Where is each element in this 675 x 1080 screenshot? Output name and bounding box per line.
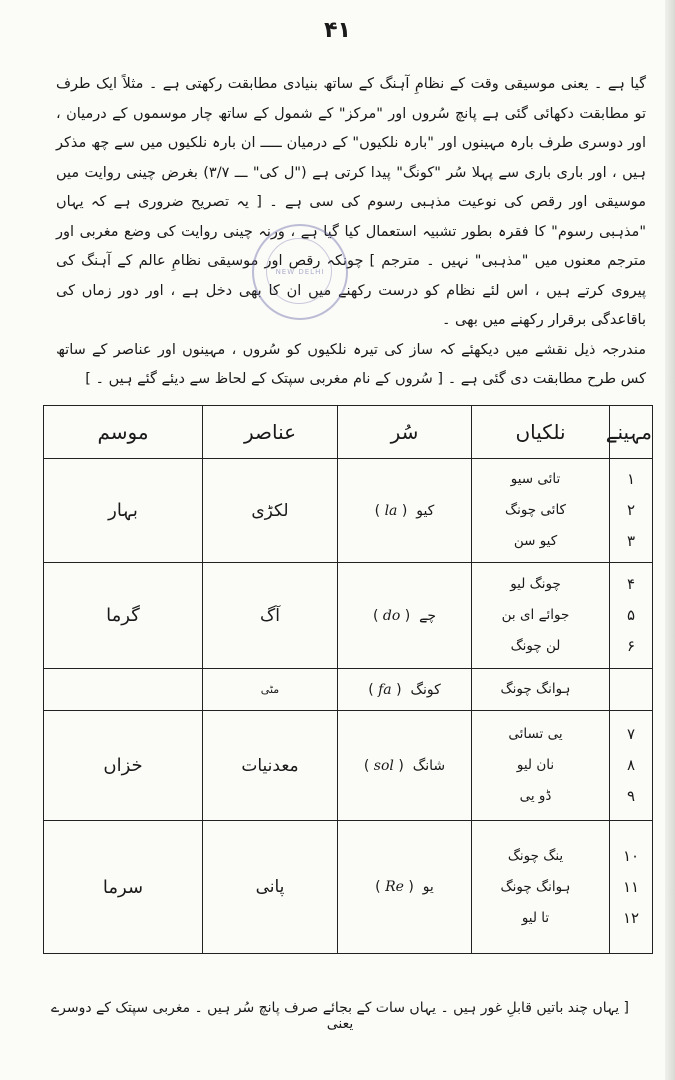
- cell-names: [472, 459, 610, 563]
- month-number: ۵: [626, 606, 636, 624]
- sur-name: کیو: [416, 502, 435, 519]
- table-row: [44, 563, 653, 669]
- month-number: ۱۲: [622, 908, 640, 927]
- cell-element: معدنیات: [203, 711, 338, 821]
- cell-names: [472, 669, 610, 711]
- sur-western-note: la: [384, 502, 398, 519]
- cell-sur: یو ( Re ): [338, 821, 472, 954]
- sur-western-note: do: [382, 607, 401, 624]
- cell-element: پانی: [203, 821, 338, 954]
- month-number: ۳: [626, 532, 636, 550]
- pipe-name: تا لیو: [521, 909, 550, 926]
- pipe-name: ہوانگ چونگ: [500, 878, 571, 895]
- month-number: ۷: [626, 725, 636, 743]
- sur-name: شانگ: [412, 757, 446, 774]
- cell-months: [610, 563, 653, 669]
- month-number: ۴: [626, 575, 636, 593]
- cell-sur: شانگ ( sol ): [338, 711, 472, 821]
- pipe-name: کیو سن: [513, 533, 558, 549]
- cell-season: [44, 669, 203, 711]
- header-names: نلکیاں: [472, 406, 610, 459]
- table-row: [44, 821, 653, 954]
- cell-months: [610, 821, 653, 954]
- header-elements: عناصر: [203, 406, 338, 459]
- sur-name: چے: [419, 607, 436, 624]
- month-number: ۹: [626, 787, 636, 805]
- page-number: ۴۱: [324, 18, 351, 43]
- cell-season: سرما: [44, 821, 203, 954]
- pipe-name: کائی چونگ: [504, 502, 566, 518]
- cell-names: [472, 563, 610, 669]
- cell-season: خزاں: [44, 711, 203, 821]
- cell-element: لکڑی: [203, 459, 338, 563]
- cell-months: [610, 459, 653, 563]
- cell-names: [472, 711, 610, 821]
- sur-western-note: fa: [378, 681, 392, 698]
- cell-season: بہار: [44, 459, 203, 563]
- pipe-name: ہوانگ چونگ: [500, 681, 571, 697]
- month-number: ۸: [626, 756, 636, 774]
- page-edge-shadow: [665, 0, 675, 1080]
- pipe-name: ینگ چونگ: [507, 847, 564, 864]
- table-header-row: [44, 406, 653, 459]
- sur-western-note: Re: [385, 879, 404, 895]
- cell-months: [610, 669, 653, 711]
- pipe-name: تائی سیو: [510, 471, 561, 487]
- sur-name: یو: [422, 879, 434, 895]
- cell-sur: کیو ( la ): [338, 459, 472, 563]
- pipe-name: یی تسائی: [508, 726, 563, 742]
- sur-name: کونگ: [410, 681, 441, 698]
- header-months: مہینے: [610, 406, 653, 459]
- cell-element: آگ: [203, 563, 338, 669]
- body-text: [56, 70, 646, 395]
- month-number: ۲: [626, 501, 636, 519]
- header-sur: سُر: [338, 406, 472, 459]
- header-season: موسم: [44, 406, 203, 459]
- pipe-name: نان لیو: [516, 757, 555, 773]
- pipe-name: ڈو یی: [519, 788, 552, 804]
- library-stamp-text: NEW DELHI: [275, 268, 325, 276]
- cell-sur: چے ( do ): [338, 563, 472, 669]
- paragraph-1: گیا ہے ۔ یعنی موسیقی وقت کے نظامِ آہنگ کے ساتھ بنیادی مطابقت رکھتی ہے ۔ مثلاً ایک طرف تو مطابقت دکھائی گئی ہے پانچ سُروں اور "مرکز" کے شمول کے ساتھ چار موسموں کے درمیان ، اور دوسری طرف بارہ مہینوں اور "بارہ نلکیوں" کے درمیان ـــــ ان بارہ نلکیوں میں سے چھ مذکر ہیں ، اور باری باری سے پہلا سُر "کونگ" پیدا کرتی ہے ("ل کی" ـــ ۳/۷) بغرض چینی روایت میں موسیقی اور رقص کی نوعیت مذہبی رسوم کی سی ہے ۔ [ یہ تصریح ضروری ہے کہ یہاں "مذہبی رسوم" کا فقرہ بطور تشبیہ استعمال کیا گیا ہے ، ورنہ چینی روایت کی وضع مغربی اور مترجم معنوں میں "مذہبی" نہیں ۔ مترجم ] چونکہ رقص اور موسیقی نظامِ عالم کے آہنگ کی پیروی کرتے ہیں ، اس لئے نظام کو درست رکھنے میں ان کا بھی دخل ہے ، اور دور زماں کی باقاعدگی برقرار رکھنے میں بھی ۔: [56, 76, 646, 328]
- month-number: ۶: [626, 637, 636, 655]
- cell-season: گرما: [44, 563, 203, 669]
- table-row: [44, 459, 653, 563]
- pipe-name: جوائے ای بن: [501, 607, 570, 623]
- footnote: [ یہاں چند باتیں قابلِ غور ہیں ۔ یہاں سات کے بجائے صرف پانچ سُر ہیں ۔ مغربی سپتک کے دوسرے یعنی: [50, 1000, 630, 1032]
- month-number: ۱۱: [622, 877, 640, 896]
- correspondence-table: [43, 405, 653, 954]
- pipe-name: لن چونگ: [510, 638, 561, 654]
- pipe-name: چونگ لیو: [510, 576, 561, 592]
- table-row: [44, 669, 653, 711]
- cell-element: مٹی: [203, 669, 338, 711]
- table-row: [44, 711, 653, 821]
- library-stamp-inner-ring: [266, 238, 332, 304]
- cell-sur: کونگ ( fa ): [338, 669, 472, 711]
- month-number: ۱: [626, 470, 636, 488]
- month-number: ۱۰: [622, 846, 640, 865]
- cell-months: [610, 711, 653, 821]
- paragraph-2: مندرجہ ذیل نقشے میں دیکھئے کہ ساز کی تیرہ نلکیوں کو سُروں ، مہینوں اور عناصر کے ساتھ کس طرح مطابقت دی گئی ہے ۔ [ سُروں کے نام مغربی سپتک کے لحاظ سے دیئے گئے ہیں ۔ ]: [56, 341, 646, 387]
- cell-names: [472, 821, 610, 954]
- library-stamp: [252, 224, 348, 320]
- sur-western-note: sol: [373, 757, 394, 774]
